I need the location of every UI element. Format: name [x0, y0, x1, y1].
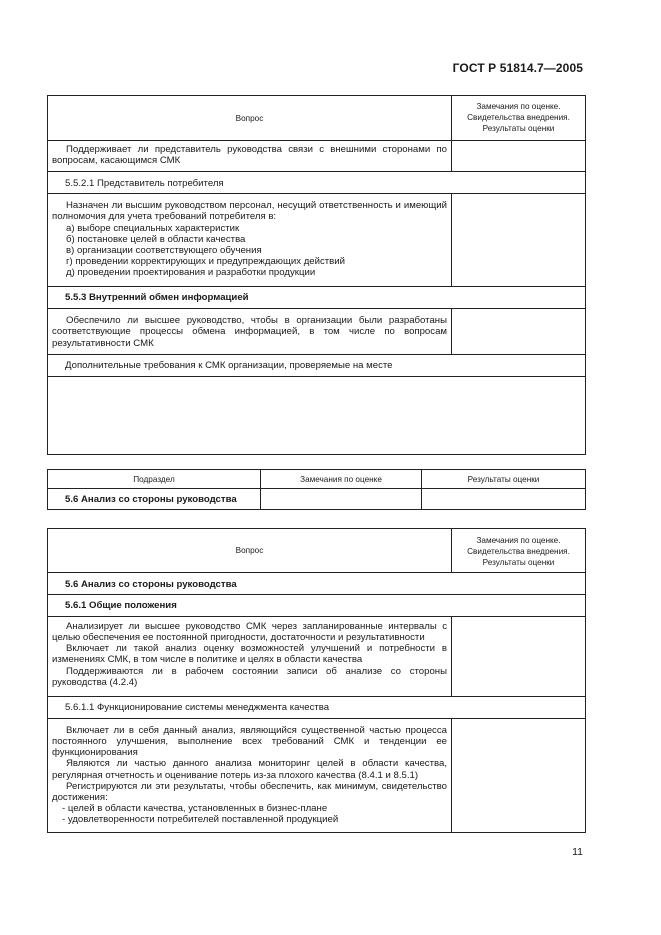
notes-line: Свидетельства внедрения.	[467, 547, 570, 557]
notes-line: Свидетельства внедрения.	[467, 113, 570, 123]
column-header-question: Вопрос	[48, 96, 452, 141]
notes-cell	[452, 194, 586, 287]
extra-requirements-heading: Дополнительные требования к СМК организации, проверяемые на месте	[48, 355, 586, 377]
column-header-subsection: Подраздел	[48, 470, 261, 489]
notes-cell	[261, 489, 422, 510]
list-item: г) проведении корректирующих и предупреждающих действий	[66, 256, 345, 268]
table-row	[48, 696, 586, 718]
empty-area	[48, 377, 586, 455]
question-cell	[48, 141, 452, 172]
table-row	[48, 489, 586, 510]
question-text: Включает ли в себя данный анализ, являющийся существенной частью процесса постоянного улучшения, выполнение всех требований СМК и тенденции ее функционирования	[52, 724, 447, 759]
question-cell	[48, 718, 452, 832]
table-row	[48, 594, 586, 616]
subsection-heading: 5.5.3 Внутренний обмен информацией	[48, 287, 586, 309]
column-header-notes: Замечания по оценке	[261, 470, 422, 489]
table-row	[48, 718, 586, 832]
list-item: - целей в области качества, установленных в бизнес-плане	[62, 803, 328, 815]
question-cell	[48, 309, 452, 355]
notes-line: Результаты оценки	[482, 558, 555, 568]
subsection-heading: 5.6.1 Общие положения	[48, 594, 586, 616]
table-row	[48, 309, 586, 355]
table-row	[48, 377, 586, 455]
table-row	[48, 194, 586, 287]
option-list	[52, 223, 447, 279]
results-cell	[422, 489, 586, 510]
subsection-heading: 5.5.2.1 Представитель потребителя	[48, 172, 586, 194]
checklist-table-2	[47, 528, 586, 833]
question-text: Включает ли такой анализ оценку возможностей улучшений и потребности в изменениях СМК, в том числе в политике и целях в области качества	[52, 643, 447, 666]
notes-cell	[452, 141, 586, 172]
list-item: б) постановке целей в области качества	[66, 233, 246, 245]
column-header-results: Результаты оценки	[422, 470, 586, 489]
table-row	[48, 141, 586, 172]
question-cell	[48, 616, 452, 696]
subsubsection-heading: 5.6.1.1 Функционирование системы менеджмента качества	[48, 696, 586, 718]
list-item: - удовлетворенности потребителей поставленной продукцией	[62, 814, 339, 826]
page-number: 11	[572, 846, 583, 858]
question-text: Поддерживает ли представитель руководства связи с внешними сторонами по вопросам, касающимся СМК	[52, 144, 447, 167]
notes-line: Замечания по оценке.	[476, 536, 561, 545]
table-row	[48, 172, 586, 194]
table-row	[48, 355, 586, 377]
notes-cell	[452, 309, 586, 355]
section-heading: 5.6 Анализ со стороны руководства	[48, 572, 586, 594]
notes-line: Замечания по оценке.	[476, 102, 561, 111]
question-cell	[48, 194, 452, 287]
notes-cell	[452, 718, 586, 832]
column-header-notes	[452, 96, 586, 141]
notes-line: Результаты оценки	[482, 124, 555, 134]
question-text: Обеспечило ли высшее руководство, чтобы в организации были разработаны соответствующие процессы обмена информацией, в том числе по вопросам результативности СМК	[52, 315, 447, 349]
document-code: ГОСТ Р 51814.7—2005	[452, 61, 583, 75]
notes-cell	[452, 616, 586, 696]
table-row	[48, 616, 586, 696]
question-text: Анализирует ли высшее руководство СМК через запланированные интервалы с целью обеспечения ее постоянной пригодности, достаточности и результативности	[52, 620, 447, 644]
question-text: Являются ли частью данного анализа мониторинг целей в области качества, регулярная отчетность и оценивание потерь из-за плохого качества (8.4.1 и 8.5.1)	[52, 758, 447, 781]
question-text: Регистрируются ли эти результаты, чтобы обеспечить, как минимум, свидетельство достижения:	[52, 780, 447, 804]
question-text: Поддерживаются ли в рабочем состоянии записи об анализе со стороны руководства (4.2.4)	[52, 665, 447, 688]
question-text: Назначен ли высшим руководством персонал, несущий ответственность и имеющий полномочия для учета требований потребителя в:	[52, 200, 447, 223]
summary-table	[47, 469, 586, 510]
column-header-notes	[452, 529, 586, 573]
list-item: в) организации соответствующего обучения	[66, 245, 262, 257]
table-row	[48, 572, 586, 594]
column-header-question: Вопрос	[48, 529, 452, 573]
list-item: а) выборе специальных характеристик	[66, 222, 240, 234]
checklist-table-1	[47, 95, 586, 455]
list-item: д) проведении проектирования и разработки продукции	[66, 267, 316, 279]
subsection-cell: 5.6 Анализ со стороны руководства	[48, 489, 261, 510]
dash-list	[52, 803, 447, 825]
table-row	[48, 287, 586, 309]
